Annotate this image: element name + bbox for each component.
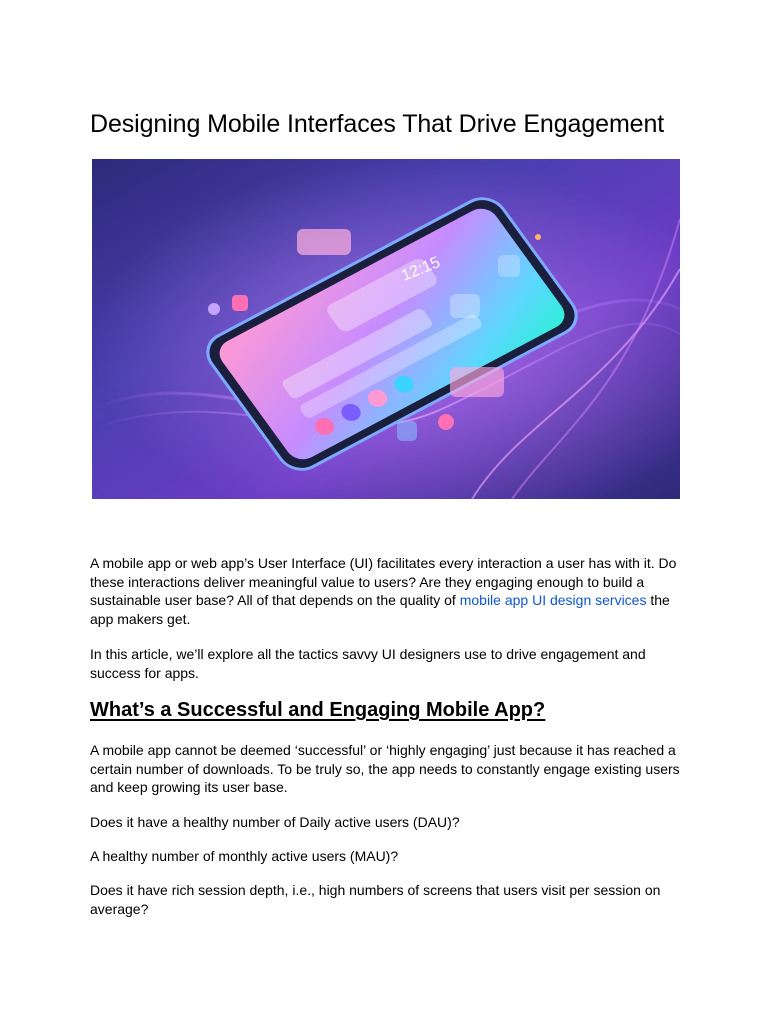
mau-question: A healthy number of monthly active users (MAU)? xyxy=(90,848,399,864)
intro-text-after-link: the app makers get. xyxy=(90,592,670,627)
article-title: Designing Mobile Interfaces That Drive Engagement xyxy=(90,110,665,138)
hero-image xyxy=(92,159,680,499)
phone-time-display: 12:15 xyxy=(399,253,443,285)
intro-text-before-link: A mobile app or web app’s User Interface (UI) facilitates every interaction a user has with it. Do these interactions deliver meaningful value to users? Are they engaging enough to build a sustainable user base? All of that depends on the quality of xyxy=(90,555,677,609)
section-paragraph: A mobile app cannot be deemed ‘successful’ or ‘highly engaging’ just because it has reached a certain number of downloads. To be truly so, the app needs to constantly engage existing users and keep growing its user base. xyxy=(90,742,680,796)
dau-question: Does it have a healthy number of Daily active users (DAU)? xyxy=(90,814,460,830)
ui-design-services-link[interactable]: mobile app UI design services xyxy=(459,592,647,609)
intro-paragraph xyxy=(90,554,680,628)
section-heading-successful-app: What’s a Successful and Engaging Mobile App? xyxy=(90,699,546,721)
session-depth-question: Does it have rich session depth, i.e., high numbers of screens that users visit per session on average? xyxy=(90,882,661,917)
article-scope-paragraph: In this article, we’ll explore all the tactics savvy UI designers use to drive engagement and success for apps. xyxy=(90,646,646,681)
